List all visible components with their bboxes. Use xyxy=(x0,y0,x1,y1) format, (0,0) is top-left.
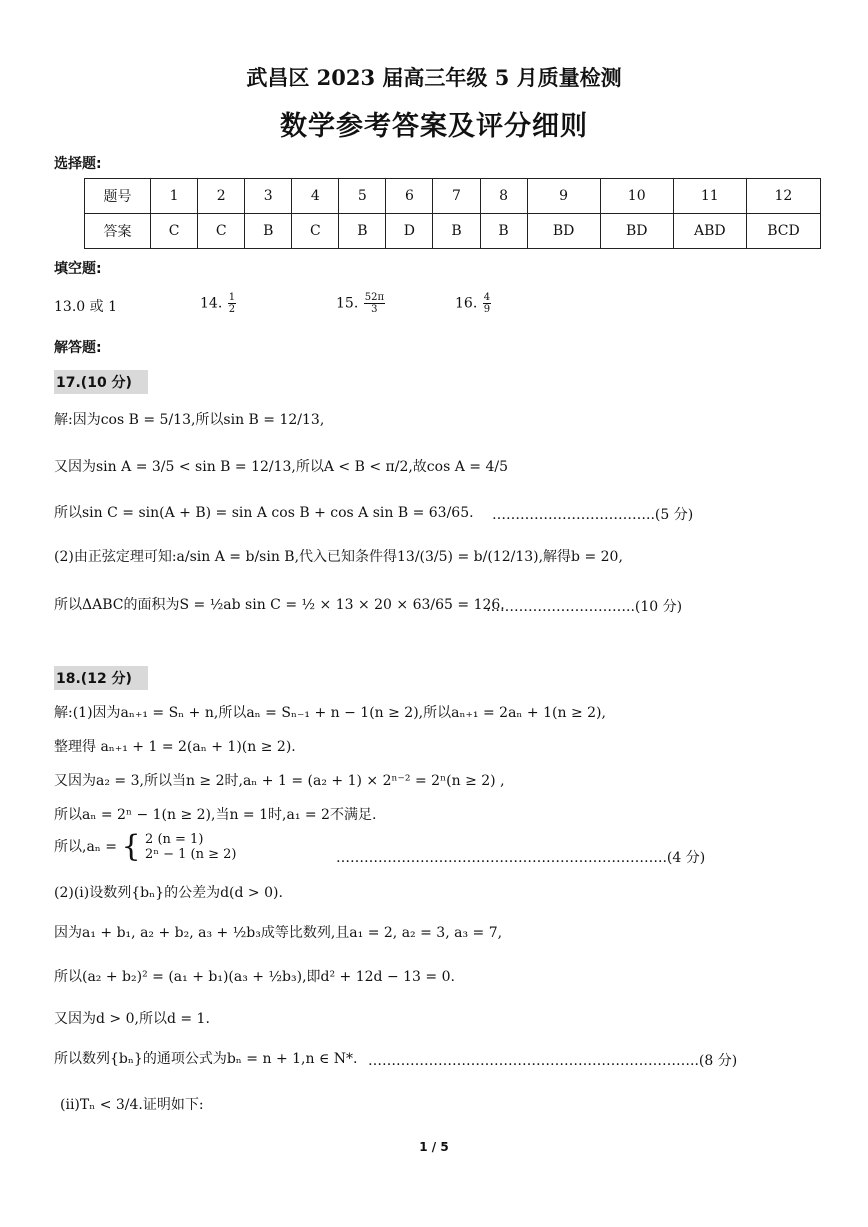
table-cell: 3 xyxy=(245,179,292,214)
table-header-cell: 题号 xyxy=(85,179,151,214)
table-cell: 8 xyxy=(480,179,527,214)
numerator: 4 xyxy=(483,292,491,303)
table-cell: B xyxy=(433,214,480,249)
denominator: 3 xyxy=(371,304,378,315)
table-cell: 2 xyxy=(198,179,245,214)
fill-answer-13: 13.0 或 1 xyxy=(54,299,117,315)
page-number: 1 / 5 xyxy=(419,1140,449,1154)
table-cell: 6 xyxy=(386,179,433,214)
numerator: 1 xyxy=(228,292,236,303)
fill-answer-16 xyxy=(455,292,492,315)
fill-answer-15 xyxy=(336,292,386,315)
q18-line-11: (ii)Tₙ < 3/4.证明如下: xyxy=(60,1097,204,1113)
fill-number: 14. xyxy=(200,295,223,312)
table-cell: B xyxy=(480,214,527,249)
table-cell: BCD xyxy=(746,214,820,249)
section-label-fill: 填空题: xyxy=(54,261,102,277)
q18-line-8: 所以(a₂ + b₂)² = (a₁ + b₁)(a₃ + ½b₃),即d² + 12d − 13 = 0. xyxy=(54,969,455,985)
q18-line-6: (2)(i)设数列{bₙ}的公差为d(d > 0). xyxy=(54,885,283,901)
table-cell: ABD xyxy=(673,214,746,249)
q17-line-5: 所以ΔABC的面积为S = ½ab sin C = ½ × 13 × 20 × 63/65 = 126. xyxy=(54,597,505,613)
table-cell: BD xyxy=(600,214,673,249)
q18-line-3: 又因为a₂ = 3,所以当n ≥ 2时,aₙ + 1 = (a₂ + 1) × 2ⁿ⁻² = 2ⁿ(n ≥ 2) , xyxy=(54,773,505,789)
q17-line-4: (2)由正弦定理可知:a/sin A = b/sin B,代入已知条件得13/(3/5) = b/(12/13),解得b = 20, xyxy=(54,549,623,565)
numerator: 52π xyxy=(364,292,385,303)
q18-line-10: 所以数列{bₙ}的通项公式为bₙ = n + 1,n ∈ N*. xyxy=(54,1051,358,1067)
q18-line-1: 解:(1)因为aₙ₊₁ = Sₙ + n,所以aₙ = Sₙ₋₁ + n − 1(n ≥ 2),所以aₙ₊₁ = 2aₙ + 1(n ≥ 2), xyxy=(54,705,606,721)
table-cell: 1 xyxy=(151,179,198,214)
score-marker: …………………………..(10 分) xyxy=(486,599,683,615)
table-cell: C xyxy=(198,214,245,249)
table-cell: 12 xyxy=(746,179,820,214)
piecewise-cases xyxy=(145,832,236,862)
document-subtitle: 数学参考答案及评分细则 xyxy=(280,111,588,142)
fraction xyxy=(228,292,236,315)
table-cell: 9 xyxy=(527,179,600,214)
fill-number: 16. xyxy=(455,295,478,312)
brace-symbol: { xyxy=(121,829,141,864)
score-marker: ……………………………………………………………..(8 分) xyxy=(368,1053,738,1069)
fraction xyxy=(364,292,385,315)
q18-line-2: 整理得 aₙ₊₁ + 1 = 2(aₙ + 1)(n ≥ 2). xyxy=(54,739,296,755)
score-marker: ……………………………..(5 分) xyxy=(492,507,694,523)
table-cell: 5 xyxy=(339,179,386,214)
fill-number: 15. xyxy=(336,295,359,312)
table-cell: B xyxy=(339,214,386,249)
q17-line-2: 又因为sin A = 3/5 < sin B = 12/13,所以A < B < π/2,故cos A = 4/5 xyxy=(54,459,508,475)
table-cell: BD xyxy=(527,214,600,249)
table-cell: C xyxy=(292,214,339,249)
q18-line-7: 因为a₁ + b₁, a₂ + b₂, a₃ + ½b₃成等比数列,且a₁ = 2, a₂ = 3, a₃ = 7, xyxy=(54,925,503,941)
question-17-heading: 17.(10 分) xyxy=(54,370,148,394)
case-1: 2 (n = 1) xyxy=(145,832,204,847)
score-marker: ……………………………………………………………..(4 分) xyxy=(336,850,706,866)
q17-line-1: 解:因为cos B = 5/13,所以sin B = 12/13, xyxy=(54,412,325,428)
q18-line-4: 所以aₙ = 2ⁿ − 1(n ≥ 2),当n = 1时,a₁ = 2不满足. xyxy=(54,807,377,823)
q18-line-9: 又因为d > 0,所以d = 1. xyxy=(54,1011,210,1027)
q18-line-5 xyxy=(54,829,237,864)
table-cell: C xyxy=(151,214,198,249)
table-cell: 10 xyxy=(600,179,673,214)
fraction xyxy=(483,292,491,315)
table-row-answers xyxy=(85,214,821,249)
denominator: 2 xyxy=(228,304,236,315)
document-title: 武昌区 2023 届高三年级 5 月质量检测 xyxy=(246,65,622,90)
piecewise-prefix: 所以,aₙ = xyxy=(54,839,118,855)
section-label-solve: 解答题: xyxy=(54,340,102,356)
table-cell: 11 xyxy=(673,179,746,214)
answer-table xyxy=(84,178,821,249)
table-cell: B xyxy=(245,214,292,249)
table-cell: 4 xyxy=(292,179,339,214)
table-cell: D xyxy=(386,214,433,249)
case-2: 2ⁿ − 1 (n ≥ 2) xyxy=(145,847,237,862)
table-cell: 7 xyxy=(433,179,480,214)
section-label-choice: 选择题: xyxy=(54,156,102,172)
fill-answer-14 xyxy=(200,292,237,315)
table-header-cell: 答案 xyxy=(85,214,151,249)
denominator: 9 xyxy=(483,304,491,315)
table-row-numbers xyxy=(85,179,821,214)
q17-line-3: 所以sin C = sin(A + B) = sin A cos B + cos A sin B = 63/65. xyxy=(54,505,474,521)
question-18-heading: 18.(12 分) xyxy=(54,666,148,690)
